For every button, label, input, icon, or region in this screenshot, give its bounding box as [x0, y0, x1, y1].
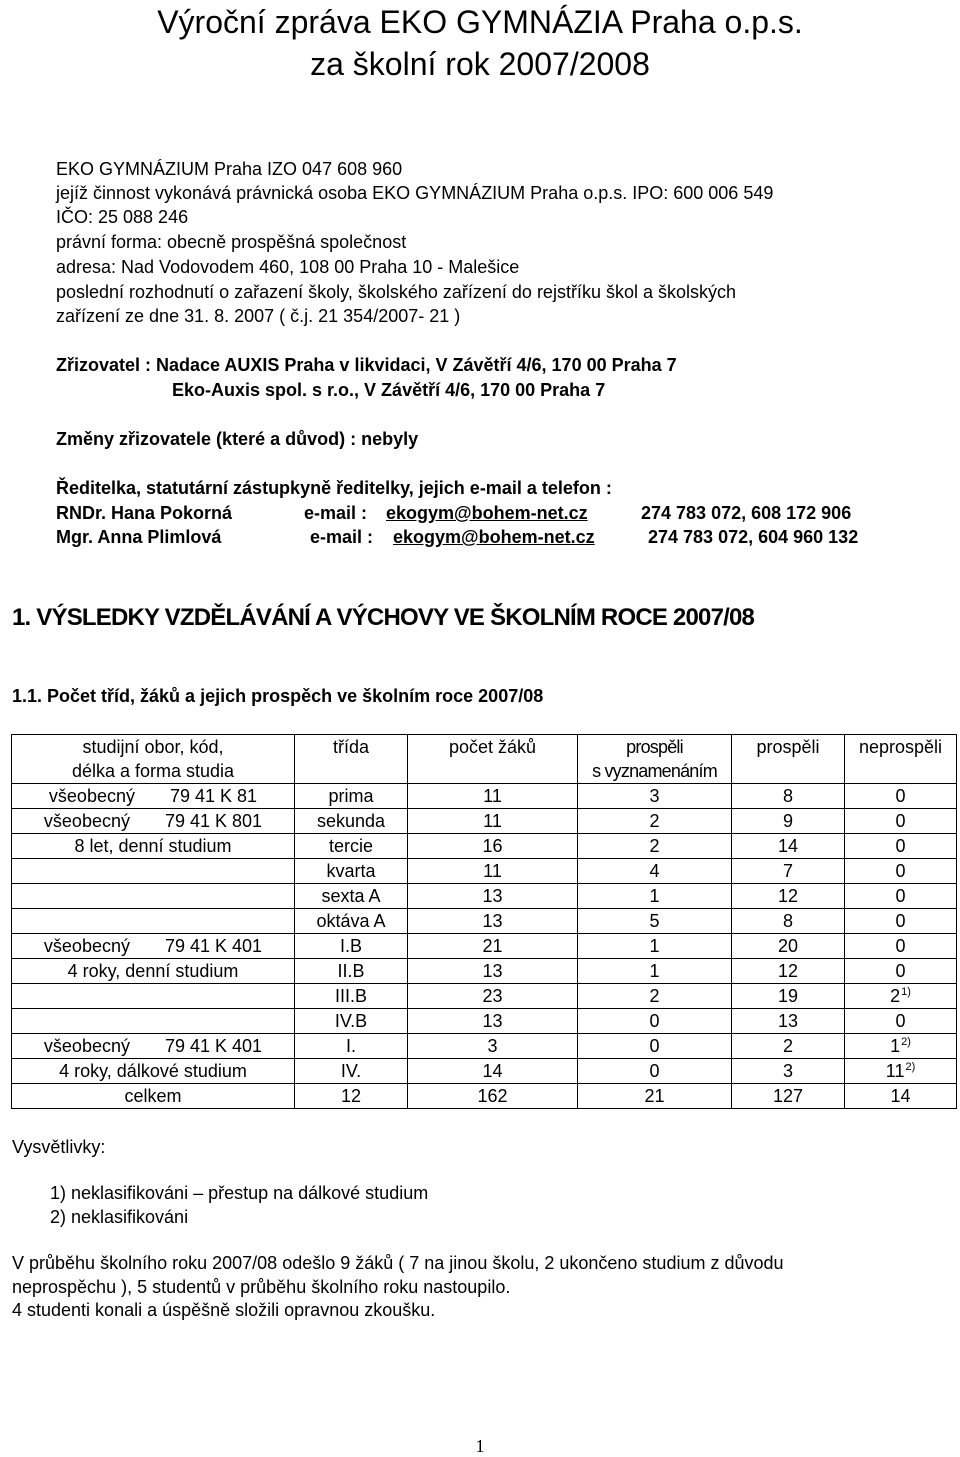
cell-value: 0: [649, 1061, 660, 1081]
cell-value: kvarta: [326, 861, 376, 881]
cell-value: 11: [483, 811, 502, 831]
cell-value: 21: [482, 936, 503, 956]
cell-value: 8 let, denní studium: [74, 836, 232, 856]
cell-trida: [295, 1059, 408, 1084]
note-item: 1) neklasifikováni – přestup na dálkové studium: [50, 1183, 429, 1203]
cell-value: I.B: [339, 936, 362, 956]
cell-neprospeli: [845, 934, 957, 959]
header-text: s vyznamenáním: [592, 761, 717, 781]
cell-obor: [12, 934, 295, 959]
table-row: [12, 859, 957, 884]
table-row: [12, 959, 957, 984]
cell-value: celkem: [124, 1086, 182, 1106]
cell-prospeli: [732, 1084, 845, 1109]
cell-value: 12: [340, 1086, 362, 1106]
cell-prospeli: [732, 784, 845, 809]
cell-prospeli: [732, 934, 845, 959]
cell-value: 13: [482, 886, 503, 906]
cell-vyznamenani: [578, 1034, 732, 1059]
cell-value: II.B: [337, 961, 365, 981]
note-item: 2) neklasifikováni: [50, 1207, 189, 1227]
cell-value: všeobecný 79 41 K 401: [43, 936, 263, 956]
col-header-pocet: počet žáků: [408, 735, 578, 784]
cell-vyznamenani: [578, 834, 732, 859]
cell-pocet: [408, 1059, 578, 1084]
cell-trida: [295, 1084, 408, 1109]
cell-pocet: [408, 909, 578, 934]
cell-value: 2: [890, 986, 901, 1006]
email-link[interactable]: ekogym@bohem-net.cz: [386, 503, 588, 523]
paragraph-line: 4 studenti konali a úspěšně složili opravnou zkoušku.: [12, 1300, 436, 1320]
cell-pocet: [408, 809, 578, 834]
cell-value: 16: [482, 836, 503, 856]
info-line: jejíž činnost vykonává právnická osoba EKO GYMNÁZIUM Praha o.p.s. IPO: 600 006 549: [56, 183, 774, 203]
footnote-marker: 1): [901, 986, 911, 999]
cell-neprospeli: [845, 984, 957, 1009]
cell-value: 7: [782, 861, 793, 881]
cell-trida: [295, 1009, 408, 1034]
cell-obor: [12, 1059, 295, 1084]
paragraph-line: V průběhu školního roku 2007/08 odešlo 9 žáků ( 7 na jinou školu, 2 ukončeno studium z důvodu: [12, 1253, 784, 1273]
cell-prospeli: [732, 834, 845, 859]
cell-value: 2: [782, 1036, 793, 1056]
paragraph-line: neprospěchu ), 5 studentů v průběhu školního roku nastoupilo.: [12, 1277, 511, 1297]
cell-vyznamenani: [578, 909, 732, 934]
cell-vyznamenani: [578, 959, 732, 984]
person-name: RNDr. Hana Pokorná: [56, 503, 233, 523]
header-text: prospěli: [626, 737, 683, 757]
cell-prospeli: [732, 1009, 845, 1034]
cell-value: 13: [482, 1011, 503, 1031]
cell-value: I.: [345, 1036, 356, 1056]
cell-trida: [295, 834, 408, 859]
cell-pocet: [408, 859, 578, 884]
cell-value: všeobecný 79 41 K 801: [43, 811, 263, 831]
cell-pocet: [408, 1034, 578, 1059]
cell-pocet: [408, 1009, 578, 1034]
cell-value: 20: [777, 936, 799, 956]
cell-obor: [12, 909, 295, 934]
cell-trida: [295, 909, 408, 934]
cell-prospeli: [732, 884, 845, 909]
cell-pocet: [408, 959, 578, 984]
cell-vyznamenani: [578, 884, 732, 909]
table-row: [12, 934, 957, 959]
cell-pocet: [408, 984, 578, 1009]
cell-neprospeli: [845, 1009, 957, 1034]
table-row: [12, 884, 957, 909]
cell-value: 0: [895, 786, 906, 806]
table-row: [12, 834, 957, 859]
cell-neprospeli: [845, 1084, 957, 1109]
cell-neprospeli: [845, 859, 957, 884]
cell-value: tercie: [328, 836, 373, 856]
cell-prospeli: [732, 984, 845, 1009]
cell-value: 2: [649, 811, 660, 831]
cell-neprospeli: [845, 809, 957, 834]
cell-value: 127: [772, 1086, 804, 1106]
email-label: e-mail :: [304, 503, 368, 523]
cell-value: 0: [895, 936, 906, 956]
cell-value: 23: [482, 986, 503, 1006]
cell-prospeli: [732, 1034, 845, 1059]
cell-value: 5: [649, 911, 660, 931]
cell-vyznamenani: [578, 784, 732, 809]
cell-neprospeli: [845, 834, 957, 859]
cell-value: 1: [649, 886, 660, 906]
cell-value: 0: [649, 1036, 660, 1056]
cell-value: 0: [895, 911, 906, 931]
cell-value: 0: [895, 861, 906, 881]
cell-neprospeli: [845, 1034, 957, 1059]
info-line: IČO: 25 088 246: [56, 207, 189, 227]
cell-value: III.B: [334, 986, 367, 1006]
cell-value: 11: [483, 786, 502, 806]
cell-pocet: [408, 934, 578, 959]
col-header-neprospeli: neprospěli: [845, 735, 957, 784]
cell-trida: [295, 984, 408, 1009]
cell-value: 14: [890, 1086, 911, 1106]
table-header-row: [12, 735, 957, 784]
cell-value: 0: [895, 811, 906, 831]
cell-value: 0: [895, 1011, 906, 1031]
info-line: EKO GYMNÁZIUM Praha IZO 047 608 960: [56, 159, 403, 179]
cell-pocet: [408, 884, 578, 909]
cell-value: 1: [649, 961, 660, 981]
col-header-trida: třída: [295, 735, 408, 784]
table-row: [12, 1034, 957, 1059]
cell-value: 8: [782, 911, 793, 931]
cell-obor: [12, 959, 295, 984]
cell-value: 14: [482, 1061, 503, 1081]
cell-pocet: [408, 834, 578, 859]
cell-value: 9: [782, 811, 793, 831]
person-phone: 274 783 072, 608 172 906: [641, 503, 852, 523]
cell-obor: [12, 884, 295, 909]
cell-value: 12: [777, 961, 799, 981]
cell-value: 13: [482, 961, 503, 981]
cell-value: prima: [328, 786, 374, 806]
cell-obor: [12, 859, 295, 884]
cell-value: IV.B: [334, 1011, 368, 1031]
cell-value: 0: [649, 1011, 660, 1031]
col-header-obor: [12, 735, 295, 784]
table-row: [12, 1009, 957, 1034]
cell-value: 0: [895, 886, 906, 906]
col-header-vyznamenani: [578, 735, 732, 784]
footnote-marker: 2): [905, 1061, 916, 1074]
cell-obor: [12, 834, 295, 859]
col-header-prospeli: prospěli: [732, 735, 845, 784]
cell-prospeli: [732, 809, 845, 834]
founder-line-2: Eko-Auxis spol. s r.o., V Závětří 4/6, 170 00 Praha 7: [172, 380, 606, 400]
table-row: [12, 784, 957, 809]
cell-value: sekunda: [316, 811, 386, 831]
cell-value: IV.: [340, 1061, 362, 1081]
cell-vyznamenani: [578, 1059, 732, 1084]
cell-trida: [295, 934, 408, 959]
founder-changes: Změny zřizovatele (které a důvod) : nebyly: [56, 429, 419, 449]
table-row: [12, 1059, 957, 1084]
info-line: adresa: Nad Vodovodem 460, 108 00 Praha 10 - Malešice: [56, 257, 520, 277]
cell-value: 11: [885, 1061, 905, 1081]
founder-line: Zřizovatel : Nadace AUXIS Praha v likvidaci, V Závětří 4/6, 170 00 Praha 7: [56, 355, 677, 375]
cell-neprospeli: [845, 884, 957, 909]
cell-value: 2: [649, 836, 660, 856]
cell-obor: [12, 1009, 295, 1034]
cell-value: 4 roky, dálkové studium: [59, 1061, 247, 1081]
info-line: poslední rozhodnutí o zařazení školy, školského zařízení do rejstříku škol a školských: [56, 282, 736, 302]
cell-vyznamenani: [578, 1009, 732, 1034]
cell-neprospeli: [845, 959, 957, 984]
cell-value: 3: [649, 786, 660, 806]
cell-value: 3: [782, 1061, 793, 1081]
cell-value: 12: [777, 886, 799, 906]
cell-obor: [12, 984, 295, 1009]
cell-value: 19: [777, 986, 799, 1006]
cell-value: 13: [777, 1011, 799, 1031]
cell-value: 13: [482, 911, 503, 931]
cell-pocet: [408, 1084, 578, 1109]
cell-value: 0: [895, 961, 906, 981]
cell-vyznamenani: [578, 984, 732, 1009]
person-name: Mgr. Anna Plimlová: [56, 527, 222, 547]
cell-value: oktáva A: [316, 911, 386, 931]
cell-value: 2: [649, 986, 660, 1006]
subsection-heading: 1.1. Počet tříd, žáků a jejich prospěch ve školním roce 2007/08: [12, 686, 544, 706]
footnote-marker: 2): [901, 1036, 911, 1049]
cell-value: 21: [644, 1086, 665, 1106]
results-table: [11, 734, 957, 1109]
info-line: zařízení ze dne 31. 8. 2007 ( č.j. 21 354/2007- 21 ): [56, 306, 461, 326]
cell-neprospeli: [845, 1059, 957, 1084]
header-text: délka a forma studia: [71, 761, 235, 781]
cell-vyznamenani: [578, 809, 732, 834]
cell-value: 0: [895, 836, 906, 856]
notes-heading: Vysvětlivky:: [12, 1137, 106, 1157]
cell-prospeli: [732, 909, 845, 934]
cell-value: všeobecný 79 41 K 81: [48, 786, 258, 806]
cell-neprospeli: [845, 784, 957, 809]
cell-trida: [295, 959, 408, 984]
cell-value: všeobecný 79 41 K 401: [43, 1036, 263, 1056]
cell-vyznamenani: [578, 934, 732, 959]
cell-vyznamenani: [578, 859, 732, 884]
cell-obor: [12, 784, 295, 809]
cell-value: 1: [649, 936, 660, 956]
email-label: e-mail :: [310, 527, 374, 547]
cell-trida: [295, 809, 408, 834]
section-heading: 1. VÝSLEDKY VZDĚLÁVÁNÍ A VÝCHOVY VE ŠKOLNÍM ROCE 2007/08: [12, 604, 755, 631]
email-link[interactable]: ekogym@bohem-net.cz: [393, 527, 595, 547]
cell-prospeli: [732, 959, 845, 984]
cell-pocet: [408, 784, 578, 809]
cell-obor: [12, 1034, 295, 1059]
cell-trida: [295, 1034, 408, 1059]
cell-prospeli: [732, 1059, 845, 1084]
cell-value: sexta A: [321, 886, 381, 906]
leadership-heading: Ředitelka, statutární zástupkyně ředitelky, jejich e-mail a telefon :: [56, 478, 612, 498]
person-phone: 274 783 072, 604 960 132: [648, 527, 859, 547]
cell-value: 11: [483, 861, 502, 881]
cell-prospeli: [732, 859, 845, 884]
table-row: [12, 1084, 957, 1109]
table-row: [12, 809, 957, 834]
cell-trida: [295, 784, 408, 809]
report-subtitle: za školní rok 2007/2008: [310, 46, 650, 82]
cell-neprospeli: [845, 909, 957, 934]
report-title: Výroční zpráva EKO GYMNÁZIA Praha o.p.s.: [157, 4, 803, 40]
table-row: [12, 909, 957, 934]
cell-value: 1: [890, 1036, 901, 1056]
table-row: [12, 984, 957, 1009]
cell-trida: [295, 884, 408, 909]
cell-trida: [295, 859, 408, 884]
cell-value: 3: [487, 1036, 498, 1056]
header-text: studijní obor, kód,: [82, 737, 224, 757]
info-line: právní forma: obecně prospěšná společnost: [56, 232, 407, 252]
cell-value: 162: [477, 1086, 508, 1106]
cell-value: 8: [782, 786, 793, 806]
cell-vyznamenani: [578, 1084, 732, 1109]
page-number: 1: [475, 1436, 485, 1456]
cell-value: 4 roky, denní studium: [67, 961, 239, 981]
cell-obor: [12, 809, 295, 834]
cell-obor: [12, 1084, 295, 1109]
cell-value: 4: [649, 861, 660, 881]
cell-value: 14: [777, 836, 799, 856]
